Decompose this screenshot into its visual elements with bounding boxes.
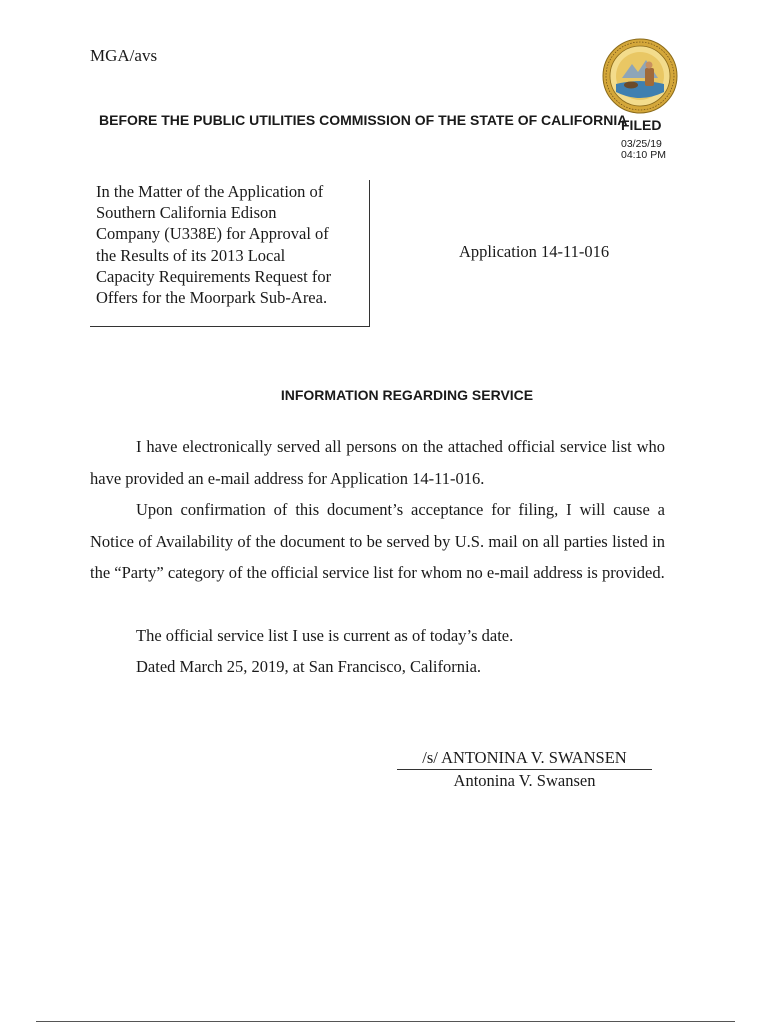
matter-line: Offers for the Moorpark Sub-Area.: [96, 288, 328, 308]
section-title: INFORMATION REGARDING SERVICE: [280, 387, 534, 403]
body-paragraph: Upon confirmation of this document’s acceptance for filing, I will cause a Notice of Availability of the document to be served by U.S. mail on all parties listed in the “Party” category of the official service list for whom no e-mail address is provided.: [90, 500, 665, 582]
matter-caption: [96, 181, 366, 308]
body-paragraph: I have electronically served all persons on the attached official service list who have provided an e-mail address for Application 14-11-016.: [90, 437, 665, 488]
matter-line: Southern California Edison: [96, 203, 277, 223]
body-paragraph: Dated March 25, 2019, at San Francisco, California.: [136, 657, 482, 676]
matter-line: the Results of its 2013 Local: [96, 245, 286, 265]
document-reference: MGA/avs: [90, 46, 158, 65]
filed-stamp-date: 03/25/19: [621, 138, 662, 150]
matter-line: Capacity Requirements Request for: [96, 266, 332, 286]
matter-line: Company (U338E) for Approval of: [96, 224, 329, 244]
body-paragraph: The official service list I use is current as of today’s date.: [136, 626, 514, 645]
signer-name: Antonina V. Swansen: [453, 771, 596, 790]
matter-line: In the Matter of the Application of: [96, 182, 324, 201]
electronic-signature: /s/ ANTONINA V. SWANSEN: [422, 748, 627, 767]
application-number: Application 14-11-016: [459, 242, 610, 261]
commission-heading: BEFORE THE PUBLIC UTILITIES COMMISSION OF THE STATE OF CALIFORNIA: [99, 112, 628, 128]
filed-stamp-time: 04:10 PM: [621, 149, 666, 161]
california-puc-seal-icon: [602, 38, 678, 114]
footer-divider: [36, 1021, 735, 1022]
filed-stamp-label: FILED: [621, 117, 662, 133]
signature-line: [397, 769, 652, 770]
